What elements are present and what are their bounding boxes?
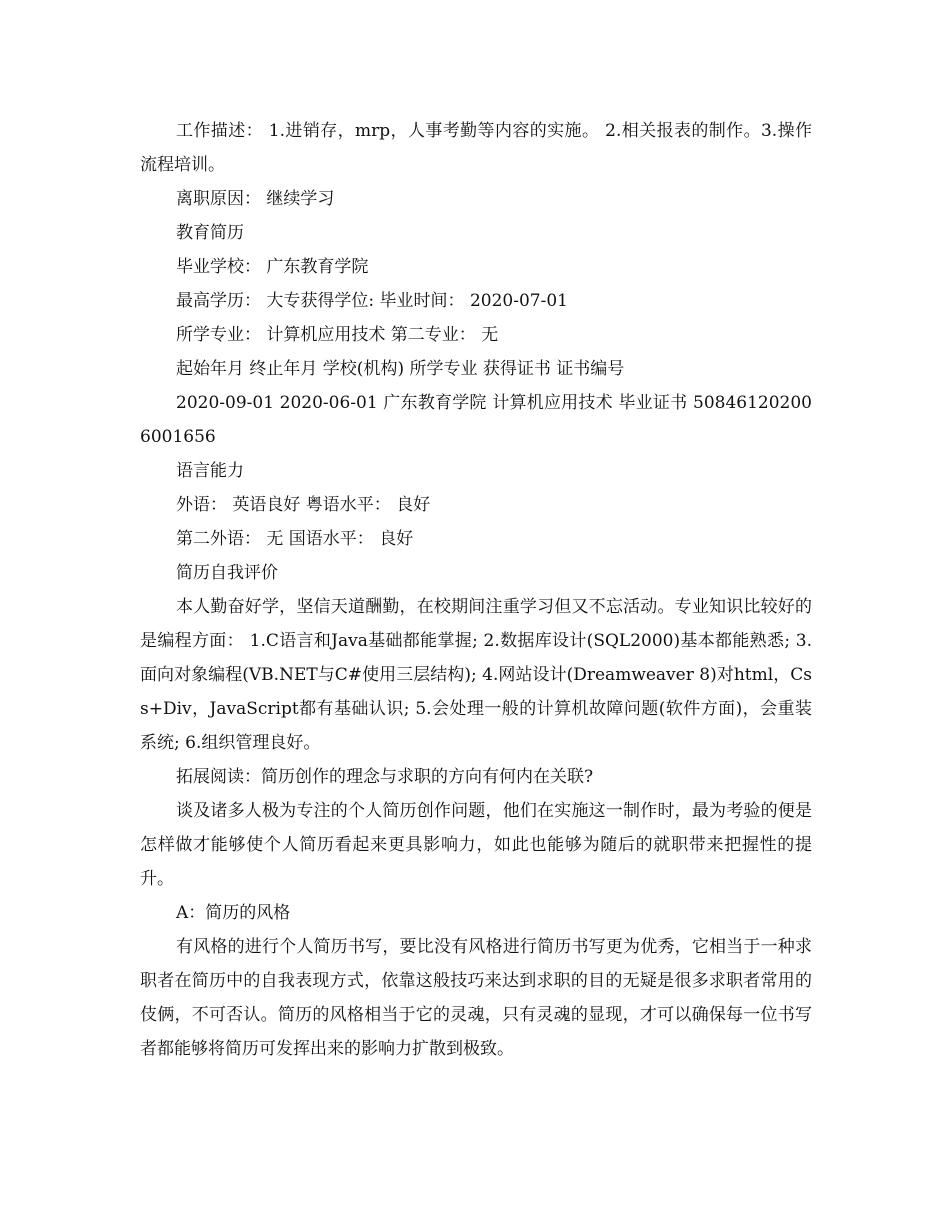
paragraph-school: 毕业学校： 广东教育学院	[176, 257, 369, 277]
heading-resume-style: A：简历的风格	[176, 903, 291, 923]
heading-self-evaluation: 简历自我评价	[176, 563, 278, 583]
paragraph-foreign-language: 外语： 英语良好 粤语水平： 良好	[176, 495, 431, 515]
paragraph-extended-reading: 拓展阅读：简历创作的理念与求职的方向有何内在关联?	[176, 767, 594, 787]
paragraph-second-language: 第二外语： 无 国语水平： 良好	[176, 529, 414, 549]
paragraph-education-record: 2020-09-01 2020-06-01 广东教育学院 计算机应用技术 毕业证书 50846120200600165​6	[140, 393, 812, 447]
paragraph-education-columns: 起始年月 终止年月 学校(机构) 所学专业 获得证书 证书编号	[176, 359, 625, 379]
paragraph-resume-style: 有风格的进行个人简历书写，要比没有风格进行简历书写更为优秀，它相当于一种求职者在简历中的自我表现方式，依靠这般技巧来达到求职的目的无疑是很多求职者常用的伎俩，不可否认。简历的风格相当于它的灵魂，只有灵魂的显现，才可以确保每一位书写者都能够将简历可发挥出来的影响力扩散到极致。	[140, 937, 812, 1059]
paragraph-leave-reason: 离职原因： 继续学习	[176, 189, 335, 209]
heading-education: 教育简历	[176, 223, 244, 243]
heading-language-ability: 语言能力	[176, 461, 244, 481]
paragraph-resume-influence: 谈及诸多人极为专注的个人简历创作问题，他们在实施这一制作时，最为考验的便是怎样做才能够使个人简历看起来更具影响力，如此也能够为随后的就职带来把握性的提升。	[140, 801, 812, 889]
paragraph-major: 所学专业： 计算机应用技术 第二专业： 无	[176, 325, 499, 345]
paragraph-degree: 最高学历： 大专获得学位: 毕业时间： 2020-07-01	[176, 291, 568, 311]
paragraph-self-evaluation: 本人勤奋好学，坚信天道酬勤，在校期间注重学习但又不忘活动。专业知识比较好的是编程方面： 1.C语言和Java基础都能掌握; 2.数据库设计(SQL2000)基本都能熟悉; 3.面向对象编程(VB.NET与C#使用三层结构); 4.网站设计(Dreamweaver 8)对html，Css+Div，JavaScript都有基础认识; 5.会处理一般的计算机故障问题(软件方面)，会重装系统; 6.组织管理良好。	[140, 597, 812, 753]
paragraph-job-description: 工作描述： 1.进销存，mrp，人事考勤等内容的实施。 2.相关报表的制作。3.操作流程培训。	[140, 121, 812, 175]
document-body	[140, 114, 812, 1066]
